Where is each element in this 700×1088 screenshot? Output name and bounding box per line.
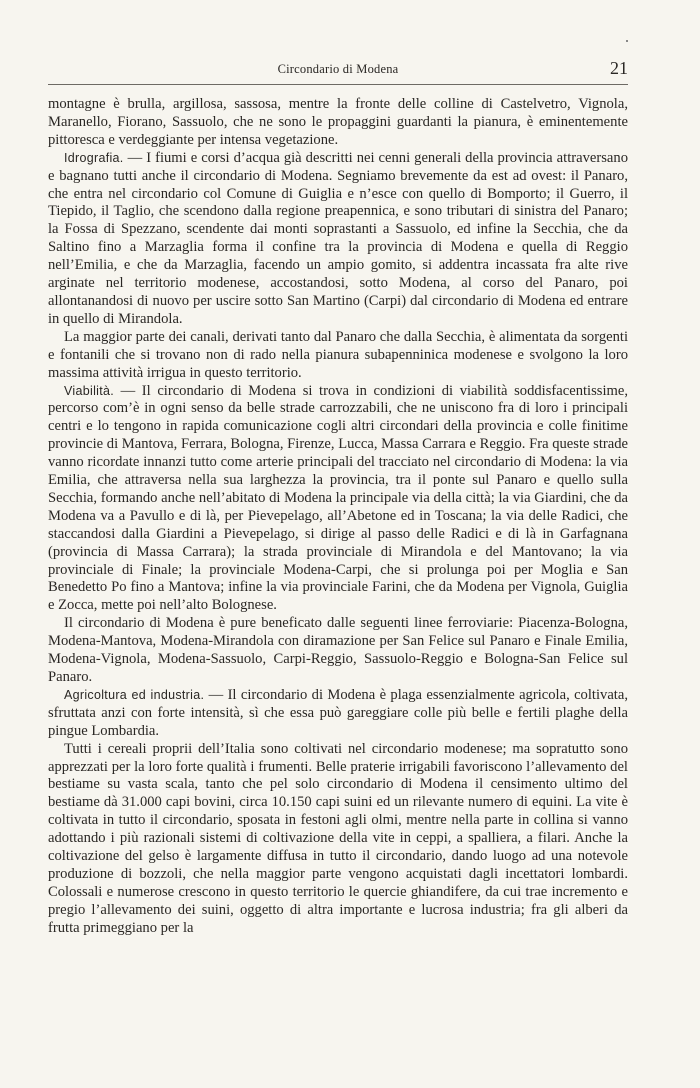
paragraph-text: montagne è brulla, argillosa, sassosa, mentre la fronte delle colline di Castelvetro, Vignola, Maranello, Fiorano, Sassuolo, che ne sono le propaggini guardanti la pianura, è eminentemente pittoresca e verdeggiante per intensa vegetazione. xyxy=(48,96,628,148)
page-number: 21 xyxy=(610,58,628,78)
paragraph-text: — Il circondario di Modena è plaga essenzialmente agricola, coltivata, sfruttata anzi con forte intensità, sì che essa può gareggiare colle più belle e fertili plaghe della pingue Lombardia. xyxy=(48,686,628,739)
paragraph-text: La maggior parte dei canali, derivati tanto dal Panaro che dalla Secchia, è alimentata da sorgenti e fontanili che si trovano non di rado nella pianura subapenninica modenese e svolgono la loro massima attività irrigua in questo territorio. xyxy=(48,328,628,381)
paragraph-idrografia xyxy=(48,150,628,329)
paragraph-landscape xyxy=(48,96,628,150)
paragraph-text: Il circondario di Modena è pure beneficato dalle seguenti linee ferroviarie: Piacenza-Bologna, Modena-Mantova, Modena-Mirandola con diramazione per San Felice sul Panaro e Finale Emilia, Modena-Vignola, Modena-Sassuolo, Carpi-Reggio, Sassuolo-Reggio e Bologna-San Felice sul Panaro. xyxy=(48,615,628,685)
running-title: Circondario di Modena xyxy=(277,62,399,76)
section-heading-agricoltura: Agricoltura ed industria. xyxy=(64,687,205,702)
body-text xyxy=(48,96,628,938)
paragraph-canali xyxy=(48,329,628,383)
paragraph-ferrovie xyxy=(48,615,628,687)
header-rule xyxy=(48,84,628,85)
paragraph-cereali xyxy=(48,741,628,938)
paragraph-text: Tutti i cereali proprii dell’Italia sono coltivati nel circondario modenese; ma sopratutto sono apprezzati per la loro forte qualità i frumenti. Belle praterie irrigabili favoriscono l’allevamento del bestiame su vasta scala, tanto che pel solo circondario di Modena il censimento ultimo del bestiame dà 31.000 capi bovini, circa 10.150 capi suini ed un rilevante numero di equini. La vite è coltivata in tutto il circondario, sposata in festoni agli olmi, mentre nella parte in collina si vanno adottando i più razionali sistemi di coltivazione della vite in ceppi, a spalliera, a filari. Anche la coltivazione del gelso è largamente diffusa in tutto il circondario, dando luogo ad una notevole produzione di bozzoli, che nella maggior parte vengono acquistati dagli incettatori lombardi. Colossali e numerose crescono in questo territorio le quercie ghiandifere, da cui trae incremento e pregio l’allevamento dei suini, oggetto di altra importante e lucrosa industria; fra gli alberi da frutta primeggiano per la xyxy=(48,740,628,936)
section-heading-idrografia: Idrografia. xyxy=(64,150,124,165)
paragraph-text: — Il circondario di Modena si trova in condizioni di viabilità soddisfacentissime, percorso com’è in ogni senso da belle strade carrozzabili, che ne uniscono fra di loro i principali centri e lo tengono in rapida comunicazione cogli altri circondari della provincia e colle finitime provincie di Mantova, Ferrara, Bologna, Firenze, Lucca, Massa Carrara e Reggio. Fra queste strade vanno ricordate innanzi tutto come arterie principali del tracciato nel circondario di Modena: la via Emilia, che attraversa nella sua larghezza la provincia, tra il ponte sul Panaro e quello sulla Secchia, formando anche nell’abitato di Modena la principale via della città; la via Giardini, che da Modena va a Pavullo e di là, per Pievepelago, all’Abetone ed in Toscana; la via delle Radici, che staccandosi dalla Giardini a Pievepelago, si dirige al passo delle Radici e di là in Garfagnana (provincia di Massa Carrara); la strada provinciale di Mirandola e del Mantovano; la via provinciale di Finale; la provinciale Modena-Carpi, che si prolunga poi per Moglia e San Benedetto Po fino a Mantova; infine la via provinciale Farini, che da Modena per Vignola, Guiglia e Zocca, mette poi nell’alto Bolognese. xyxy=(48,382,628,614)
paragraph-agricoltura xyxy=(48,687,628,741)
paragraph-text: — I fiumi e corsi d’acqua già descritti nei cenni generali della provincia attraversano e bagnano tutti anche il circondario di Modena. Segniamo brevemente da est ad ovest: il Panaro, che entra nel circondario col Comune di Guiglia e n’esce con quello di Bomporto; il Guerro, il Tiepido, il Taglio, che scendono dalla regione preapennica, e sono tributari di sinistra del Panaro; la Fossa di Spezzano, scendente dai monti soprastanti a Sassuolo, ed infine la Secchia, che da Saltino fino a Marzaglia forma il confine tra la provincia di Modena e quella di Reggio nell’Emilia, e che da Marzaglia, facendo un ampio gomito, si addentra incassata fra alte rive arginate nel territorio modenese, accostandosi, sotto Modena, al corso del Panaro, poi allontanandosi di nuovo per uscire sotto San Martino (Carpi) dal circondario di Modena ed entrare in quello di Mirandola. xyxy=(48,149,628,327)
page-speck xyxy=(626,40,628,42)
section-heading-viabilita: Viabilità. xyxy=(64,383,115,398)
page-header xyxy=(48,60,628,80)
paragraph-viabilita xyxy=(48,383,628,616)
